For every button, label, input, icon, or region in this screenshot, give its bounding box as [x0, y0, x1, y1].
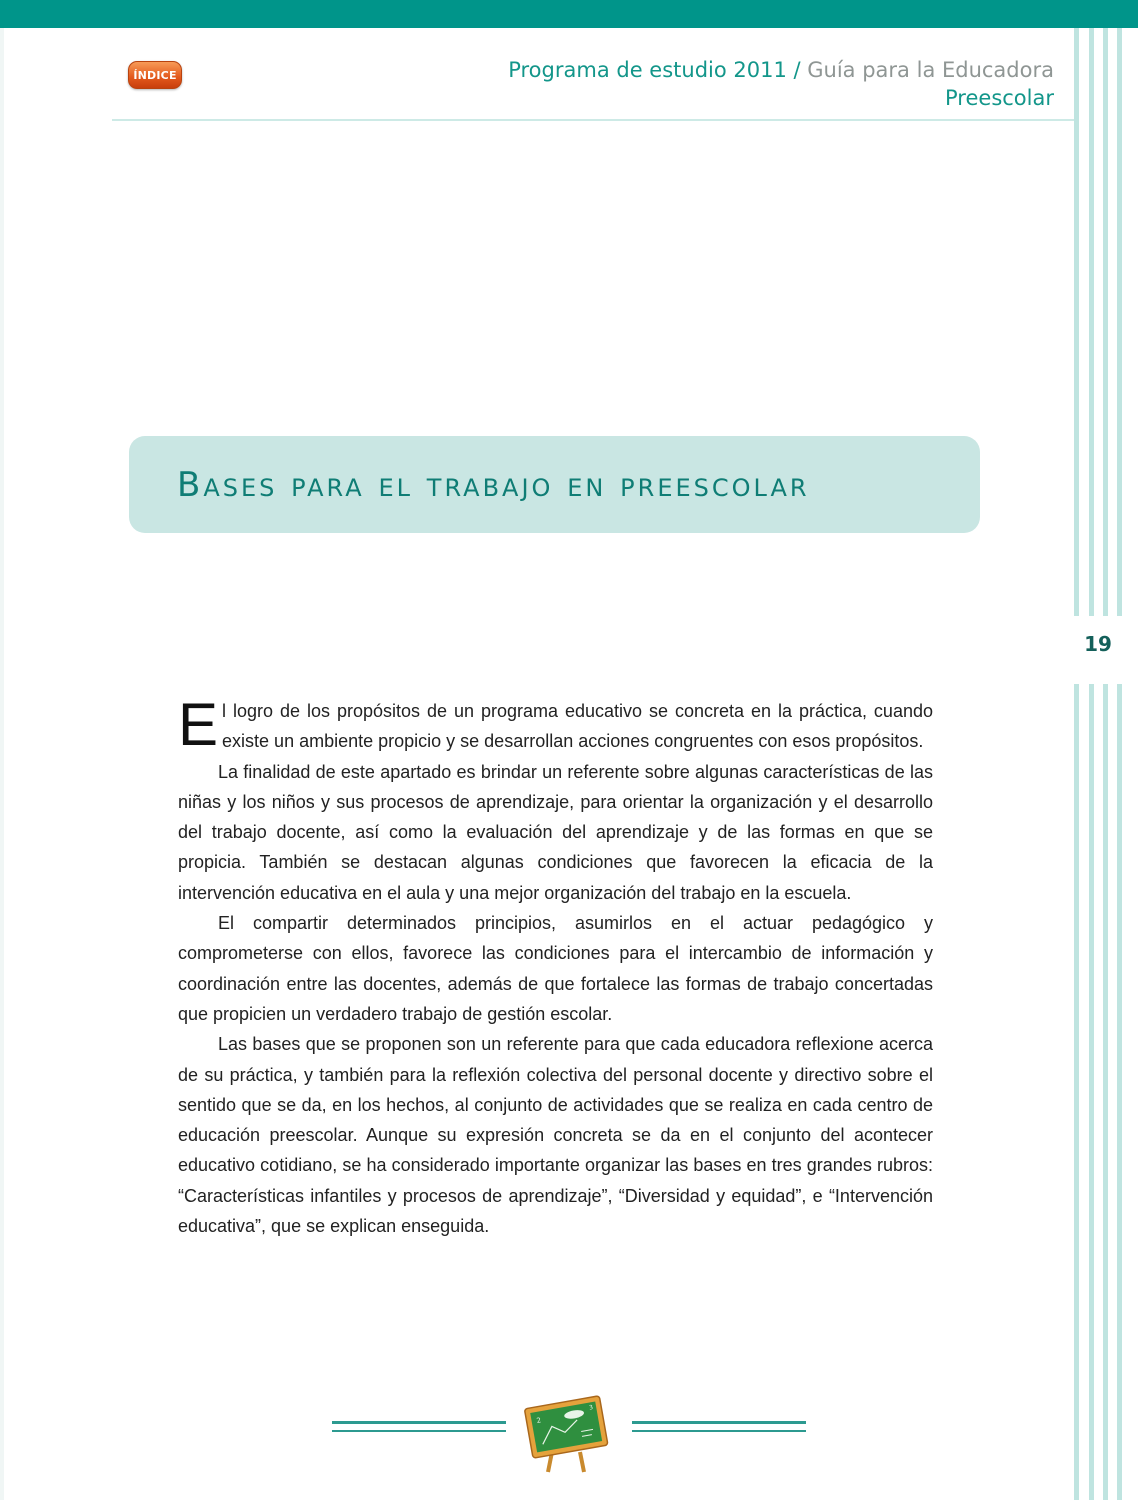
header-separator: / — [786, 58, 808, 82]
svg-text:3: 3 — [588, 1404, 594, 1412]
header-line-1 — [508, 56, 1054, 84]
paragraph-1-text: l logro de los propósitos de un programa educativo se concreta en la práctica, cuando existe un ambiente propicio y se desarrollan acciones congruentes con esos propósitos. — [222, 701, 933, 752]
paragraph-3: El compartir determinados principios, asumirlos en el actuar pedagógico y comprometerse con ellos, favorece las condiciones para el intercambio de información y coordinación entre las docentes, además de que fortalece las formas de trabajo concertadas que propicien un verdadero trabajo de gestión escolar. — [178, 913, 933, 1024]
page-number: 19 — [1084, 632, 1112, 656]
right-stripes-lower — [1072, 684, 1138, 1500]
paragraph-2: La finalidad de este apartado es brindar un referente sobre algunas características de las niñas y los niños y sus procesos de aprendizaje, para orientar la organización y el desarrollo del trabajo docente, así como la evaluación del aprendizaje y de las formas en que se propicia. También se destacan algunas condiciones que favorecen la eficacia de la intervención educativa en el aula y una mejor organización del trabajo en la escuela. — [178, 761, 933, 903]
index-button[interactable]: ÍNDICE — [128, 61, 182, 89]
svg-text:2: 2 — [535, 1416, 542, 1425]
section-title: Bases para el trabajo en preescolar — [177, 464, 810, 505]
footer-rule-right — [632, 1421, 806, 1435]
body-text — [178, 691, 933, 1241]
header-program: Programa de estudio 2011 — [508, 58, 787, 82]
section-title-box — [129, 436, 980, 533]
paragraph-1 — [178, 691, 933, 758]
header-divider — [112, 119, 1074, 121]
header-guide: Guía para la Educadora — [807, 58, 1054, 82]
footer-rule-left — [332, 1421, 506, 1435]
paragraph-4: Las bases que se proponen son un referente para que cada educadora reflexione acerca de su práctica, y también para la reflexión colectiva del personal docente y directivo sobre el sentido que se da, en los hechos, al conjunto de actividades que se realiza en cada centro de educación preescolar. Aunque su expresión concreta se da en el conjunto del acontecer educativo cotidiano, se ha considerado importante organizar las bases en tres grandes rubros: “Características infantiles y procesos de aprendizaje”, “Diversidad y equidad”, e “Intervención educativa”, que se explican enseguida. — [178, 1034, 933, 1237]
header-level: Preescolar — [945, 86, 1054, 110]
running-header — [508, 56, 1054, 112]
left-edge-shade — [0, 28, 4, 1500]
top-accent-bar — [0, 0, 1138, 28]
right-stripes-upper — [1072, 28, 1138, 616]
drop-cap: E — [178, 691, 219, 758]
chalkboard-icon — [518, 1394, 614, 1474]
